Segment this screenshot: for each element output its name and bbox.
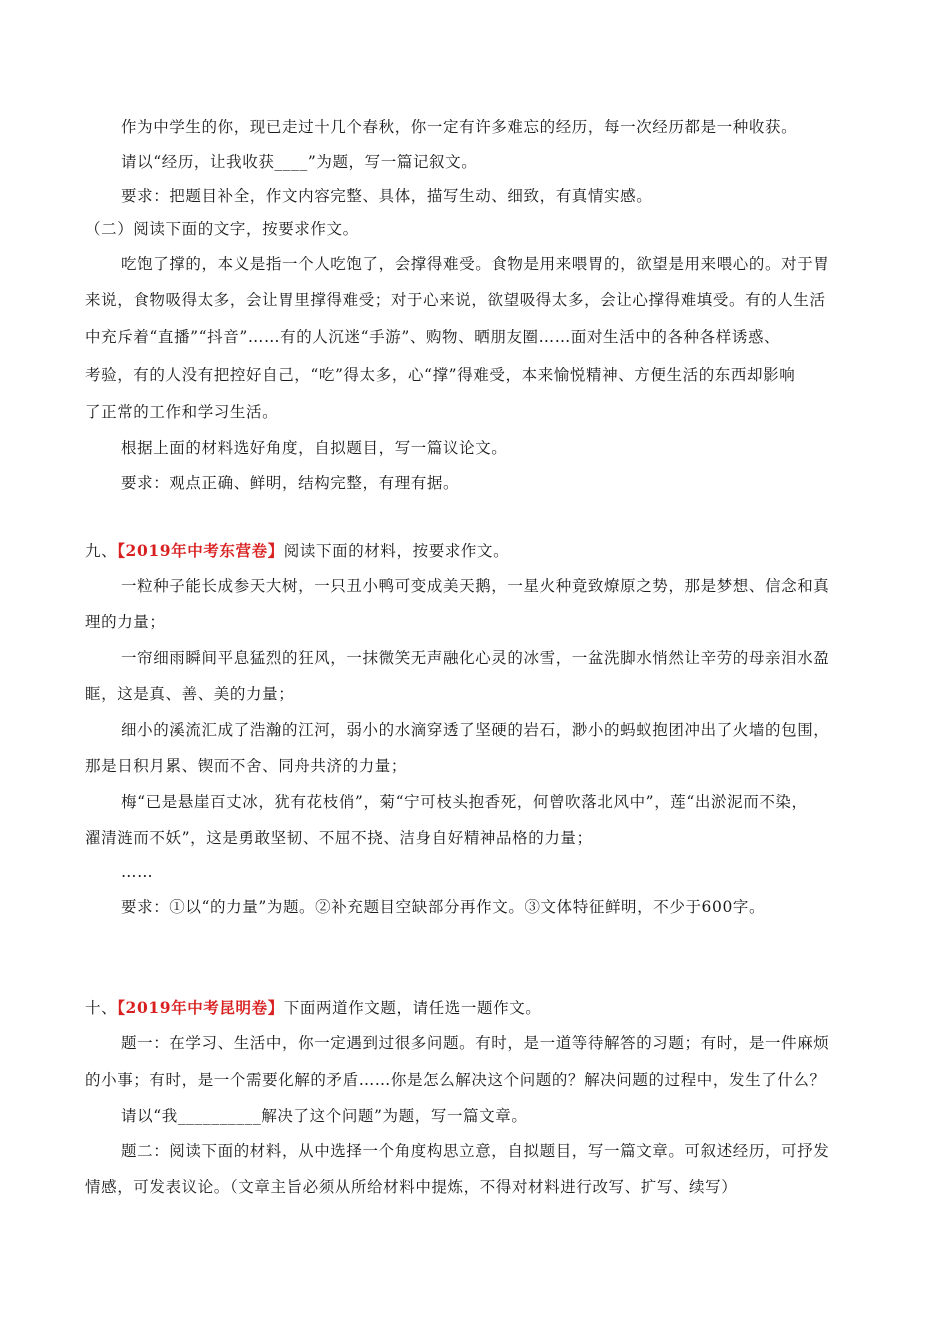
exam-source-tag: 【2019年中考东营卷】 bbox=[117, 541, 284, 560]
essay-intro-line: 作为中学生的你，现已走过十几个春秋，你一定有许多难忘的经历，每一次经历都是一种收获。 bbox=[121, 118, 798, 136]
topic-two-line: 题二：阅读下面的材料，从中选择一个角度构思立意，自拟题目，写一篇文章。可叙述经历，可抒发 bbox=[121, 1142, 830, 1160]
material-requirement: 要求：观点正确、鲜明，结构完整，有理有据。 bbox=[121, 474, 460, 492]
topic-two-line: 情感，可发表议论。（文章主旨必须从所给材料中提炼，不得对材料进行改写、扩写、续写） bbox=[85, 1178, 738, 1196]
essay-requirement: 要求：把题目补全，作文内容完整、具体，描写生动、细致，有真情实感。 bbox=[121, 187, 653, 205]
question-9-requirement: 要求：①以“的力量”为题。②补充题目空缺部分再作文。③文体特征鲜明，不少于600字。 bbox=[121, 898, 766, 916]
ellipsis-line: …… bbox=[121, 863, 154, 881]
section-two-heading: （二）阅读下面的文字，按要求作文。 bbox=[85, 220, 359, 238]
material-line: 中充斥着“直播”“抖音”……有的人沉迷“手游”、购物、晒朋友圈……面对生活中的各种各样诱惑、 bbox=[85, 328, 781, 346]
topic-one-line: 的小事；有时，是一个需要化解的矛盾……你是怎么解决这个问题的？解决问题的过程中，发生了什么？ bbox=[85, 1071, 826, 1089]
material-instruction: 根据上面的材料选好角度，自拟题目，写一篇议论文。 bbox=[121, 439, 508, 457]
material-line: 吃饱了撑的，本义是指一个人吃饱了，会撑得难受。食物是用来喂胃的，欲望是用来喂心的。对于胃 bbox=[121, 255, 830, 273]
question-number: 十、 bbox=[85, 999, 118, 1017]
essay-title-prompt: 请以“经历，让我收获____”为题，写一篇记叙文。 bbox=[121, 153, 478, 171]
topic-one-title-prompt: 请以“我__________解决了这个问题”为题，写一篇文章。 bbox=[121, 1107, 528, 1125]
question-prompt: 阅读下面的材料，按要求作文。 bbox=[283, 542, 510, 560]
material-line: 梅“已是悬崖百丈冰，犹有花枝俏”，菊“宁可枝头抱香死，何曾吹落北风中”，莲“出淤泥而不染， bbox=[121, 793, 808, 811]
question-9-heading bbox=[85, 540, 865, 562]
question-10-heading bbox=[85, 997, 865, 1019]
material-line: 细小的溪流汇成了浩瀚的江河，弱小的水滴穿透了坚硬的岩石，渺小的蚂蚁抱团冲出了火墙的包围， bbox=[121, 721, 830, 739]
topic-one-line: 题一：在学习、生活中，你一定遇到过很多问题。有时，是一道等待解答的习题；有时，是一件麻烦 bbox=[121, 1034, 830, 1052]
exam-source-tag: 【2019年中考昆明卷】 bbox=[117, 998, 284, 1017]
material-line: 来说，食物吸得太多，会让胃里撑得难受；对于心来说，欲望吸得太多，会让心撑得难填受。有的人生活 bbox=[85, 291, 826, 309]
material-line: 眶，这是真、善、美的力量； bbox=[85, 685, 295, 703]
material-line: 考验，有的人没有把控好自己，“吃”得太多，心“撑”得难受，本来愉悦精神、方便生活的东西却影响 bbox=[85, 366, 796, 384]
question-number: 九、 bbox=[85, 542, 118, 560]
question-prompt: 下面两道作文题，请任选一题作文。 bbox=[283, 999, 542, 1017]
material-line: 理的力量； bbox=[85, 613, 166, 631]
material-line: 一粒种子能长成参天大树，一只丑小鸭可变成美天鹅，一星火种竟致燎原之势，那是梦想、信念和真 bbox=[121, 577, 830, 595]
material-line: 濯清涟而不妖”，这是勇敢坚韧、不屈不挠、洁身自好精神品格的力量； bbox=[85, 829, 593, 847]
material-line: 一帘细雨瞬间平息猛烈的狂风，一抹微笑无声融化心灵的冰雪，一盆洗脚水悄然让辛劳的母亲泪水盈 bbox=[121, 649, 830, 667]
material-line: 那是日积月累、锲而不舍、同舟共济的力量； bbox=[85, 757, 408, 775]
material-line: 了正常的工作和学习生活。 bbox=[85, 403, 279, 421]
